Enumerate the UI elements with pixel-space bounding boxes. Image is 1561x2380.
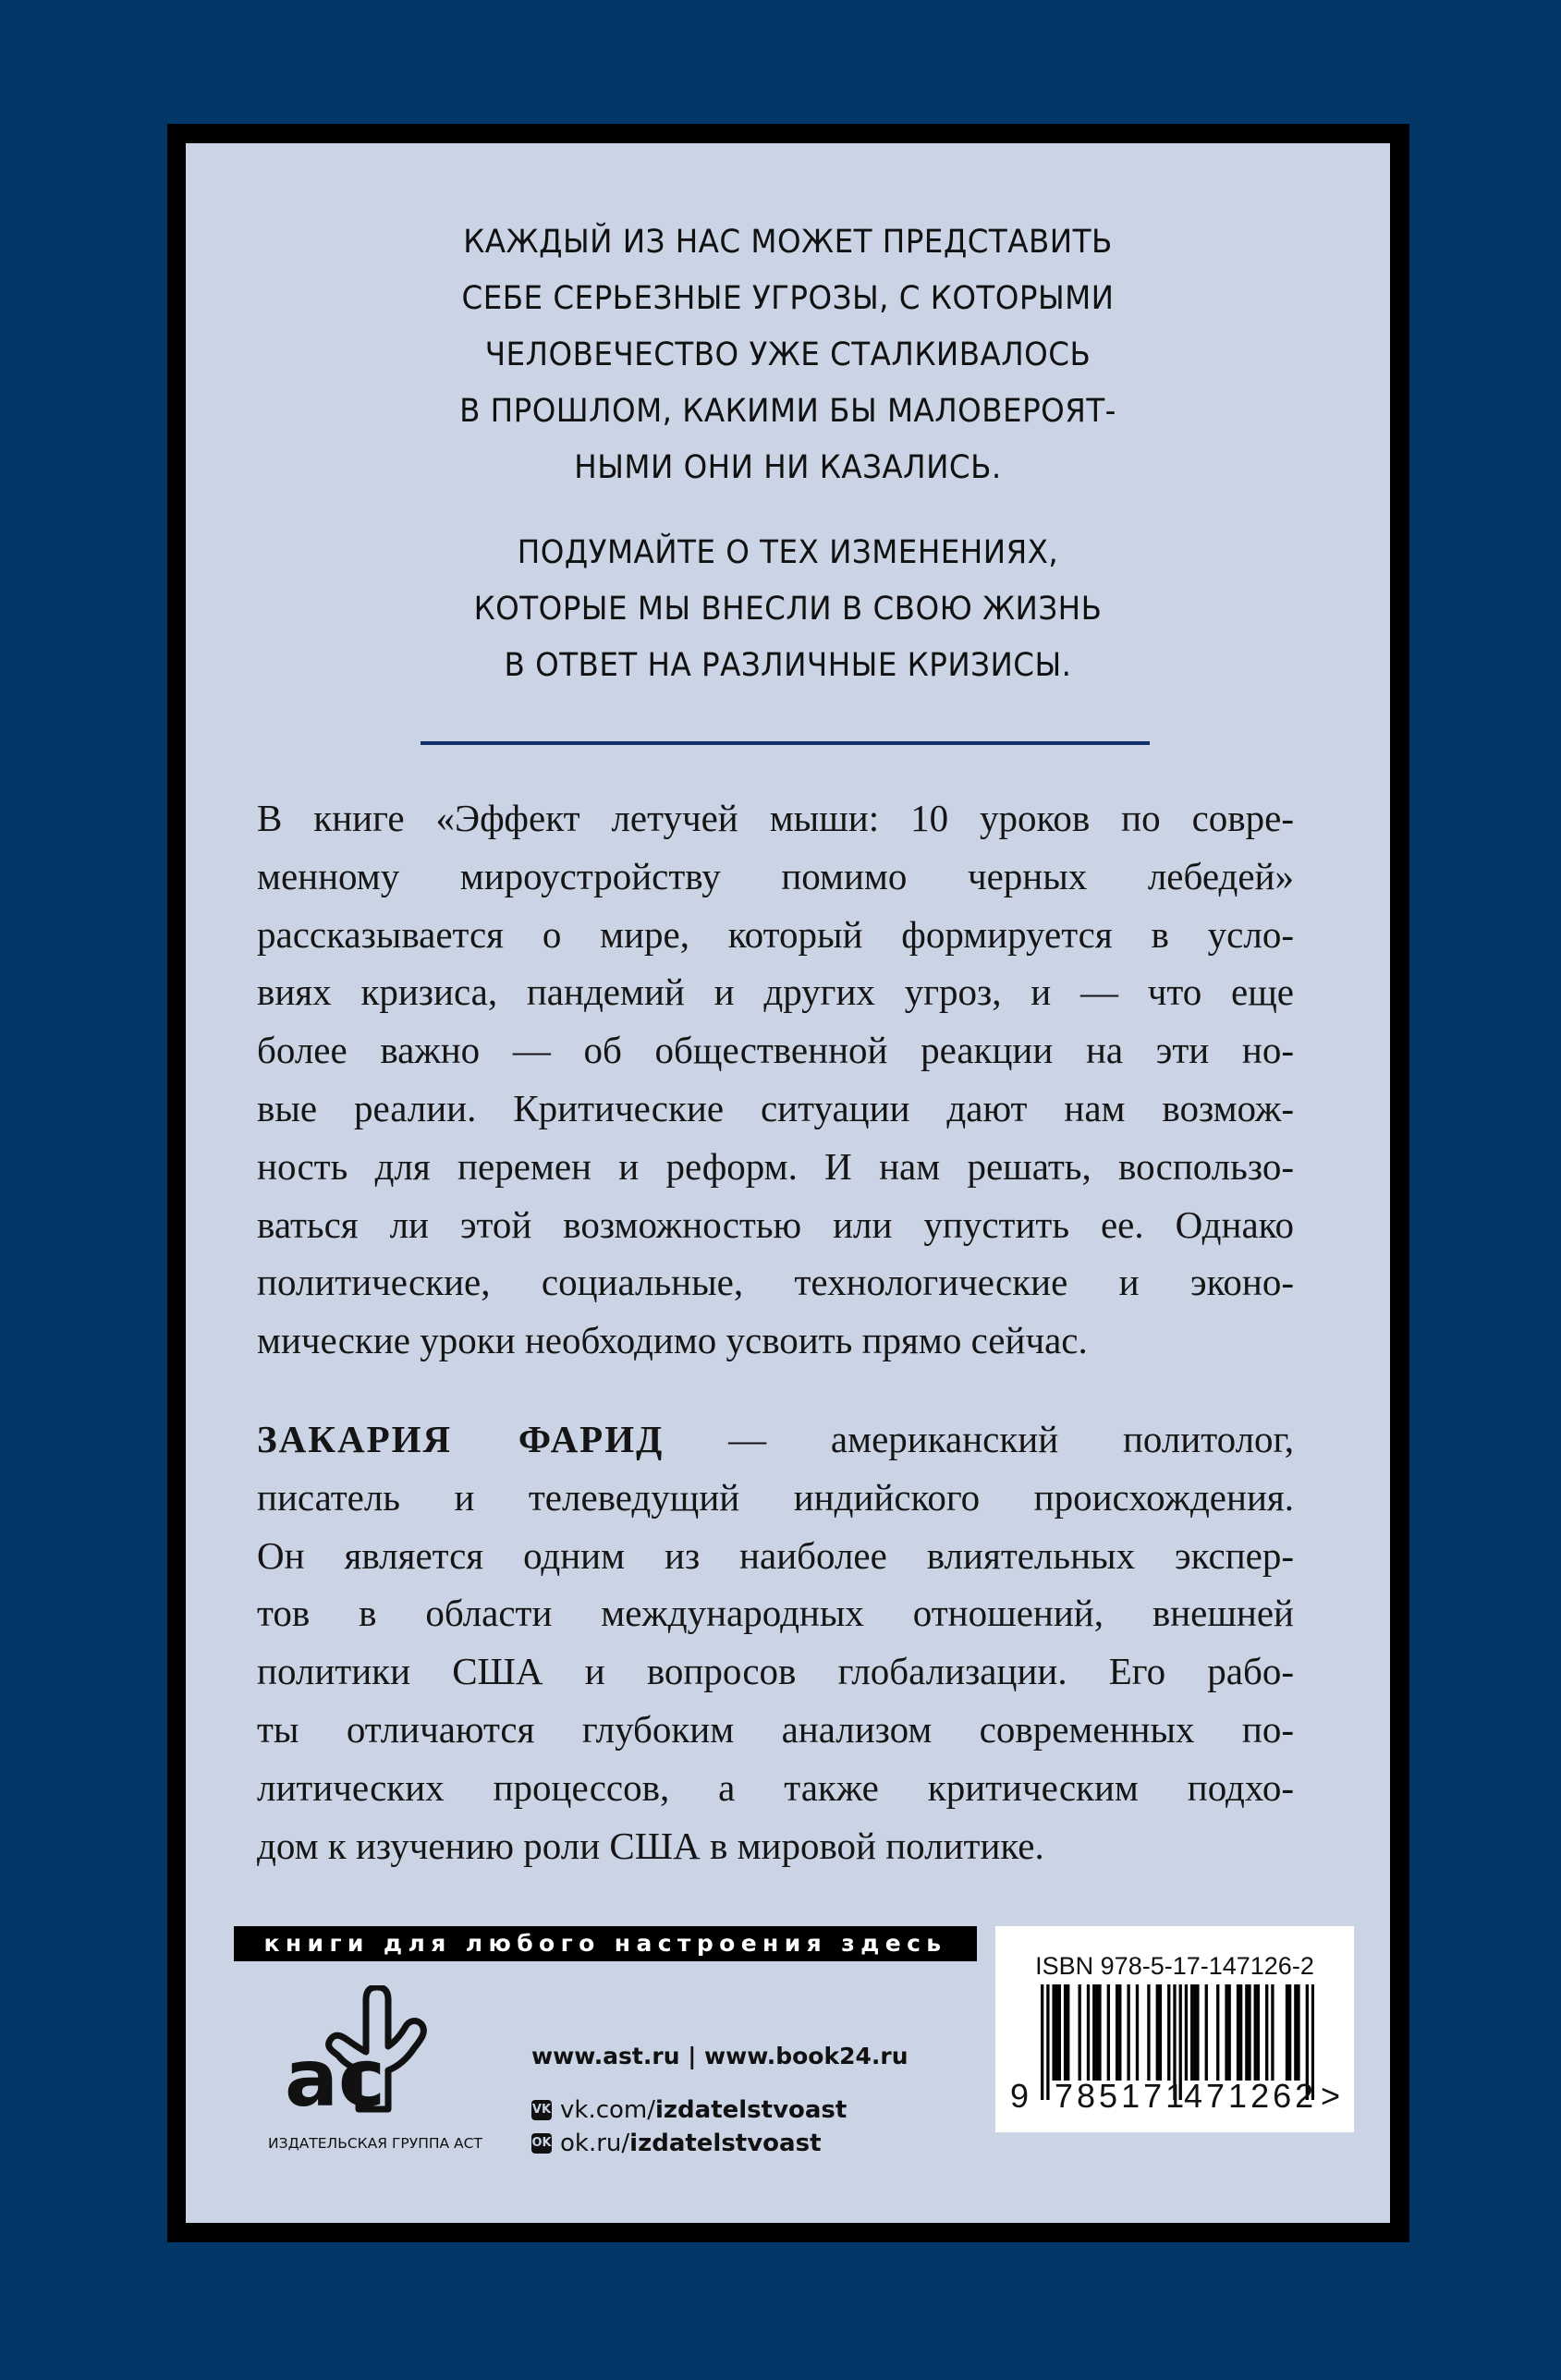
description-line: виях кризиса, пандемий и других угроз, и — что еще: [257, 970, 1294, 1014]
social-prefix: vk.com/: [560, 2096, 655, 2124]
headline-line: КАЖДЫЙ ИЗ НАС МОЖЕТ ПРЕДСТАВИТЬ: [463, 224, 1113, 261]
description-line: В книге «Эффект летучей мыши: 10 уроков по совре-: [257, 797, 1294, 839]
ast-logo-text: ac: [285, 2032, 386, 2115]
tagline-banner: книги для любого настроения здесь: [234, 1926, 977, 1961]
divider-rule: [421, 741, 1150, 745]
description-line: более важно — об общественной реакции на эти но-: [257, 1029, 1294, 1072]
author-name: ЗАКАРИЯ ФАРИД: [257, 1418, 665, 1460]
social-prefix: ok.ru/: [560, 2130, 630, 2157]
description-line: рассказывается о мире, который формируется в усло-: [257, 912, 1294, 956]
author-bio-line: тов в области международных отношений, внешней: [257, 1592, 1294, 1635]
author-bio: [257, 1410, 1294, 1874]
author-bio-first-line: [257, 1410, 1294, 1469]
ok-icon: OK: [531, 2133, 552, 2154]
headline-line: НЫМИ ОНИ НИ КАЗАЛИСЬ.: [574, 449, 1002, 486]
isbn-left-group: 785171: [1055, 2077, 1189, 2115]
headline-line: СЕБЕ СЕРЬЕЗНЫЕ УГРОЗЫ, С КОТОРЫМИ: [461, 280, 1115, 317]
social-link-ok[interactable]: [531, 2130, 822, 2157]
isbn-quiet-marker: >: [1321, 2077, 1341, 2115]
description-line: вые реалии. Критические ситуации дают нам возмож-: [257, 1086, 1294, 1129]
author-bio-line: дом к изучению роли США в мировой политике.: [257, 1824, 1044, 1867]
social-handle: izdatelstvoast: [655, 2096, 848, 2124]
ast-logo-icon: [277, 1985, 476, 2115]
headline-line: ЧЕЛОВЕЧЕСТВО УЖЕ СТАЛКИВАЛОСЬ: [484, 336, 1091, 373]
author-bio-line: ты отличаются глубоким анализом современных по-: [257, 1707, 1294, 1751]
author-bio-line: политики США и вопросов глобализации. Его рабо-: [257, 1650, 1294, 1693]
headline-paragraph-1: [228, 214, 1348, 496]
author-bio-line: Он является одним из наиболее влиятельных экспер-: [257, 1533, 1294, 1577]
description-line: политические, социальные, технологические и эконо-: [257, 1261, 1294, 1304]
social-link-vk[interactable]: [531, 2096, 847, 2124]
website-links[interactable]: www.ast.ru | www.book24.ru: [531, 2043, 909, 2069]
book-description: [257, 789, 1294, 1370]
description-line: мические уроки необходимо усвоить прямо сейчас.: [257, 1319, 1088, 1362]
ast-logo: [277, 1985, 476, 2115]
vk-icon: VK: [531, 2100, 552, 2120]
author-bio-text: — американский политолог,: [664, 1418, 1294, 1460]
author-bio-line: писатель и телеведущий индийского происхождения.: [257, 1475, 1294, 1519]
headline-line: В ОТВЕТ НА РАЗЛИЧНЫЕ КРИЗИСЫ.: [504, 647, 1072, 684]
headline-line: ПОДУМАЙТЕ О ТЕХ ИЗМЕНЕНИЯХ,: [517, 534, 1059, 571]
isbn-label: ISBN 978-5-17-147126-2: [1035, 1952, 1314, 1980]
description-line: ваться ли этой возможностью или упустить ее. Однако: [257, 1202, 1294, 1246]
description-line: менному мироустройству помимо черных лебедей»: [257, 854, 1294, 897]
author-bio-line: литических процессов, а также критическим подхо-: [257, 1765, 1294, 1809]
headline-paragraph-2: [228, 525, 1348, 694]
isbn-barcode-box: [995, 1926, 1354, 2132]
publisher-caption: ИЗДАТЕЛЬСКАЯ ГРУППА АСТ: [268, 2135, 482, 2152]
headline-line: КОТОРЫЕ МЫ ВНЕСЛИ В СВОЮ ЖИЗНЬ: [473, 591, 1103, 628]
isbn-right-group: 471262: [1184, 2077, 1318, 2115]
description-line: ность для перемен и реформ. И нам решать, воспользо-: [257, 1144, 1294, 1188]
social-handle: izdatelstvoast: [629, 2130, 822, 2157]
headline-line: В ПРОШЛОМ, КАКИМИ БЫ МАЛОВЕРОЯТ-: [459, 393, 1116, 430]
isbn-first-digit: 9: [1010, 2077, 1030, 2115]
